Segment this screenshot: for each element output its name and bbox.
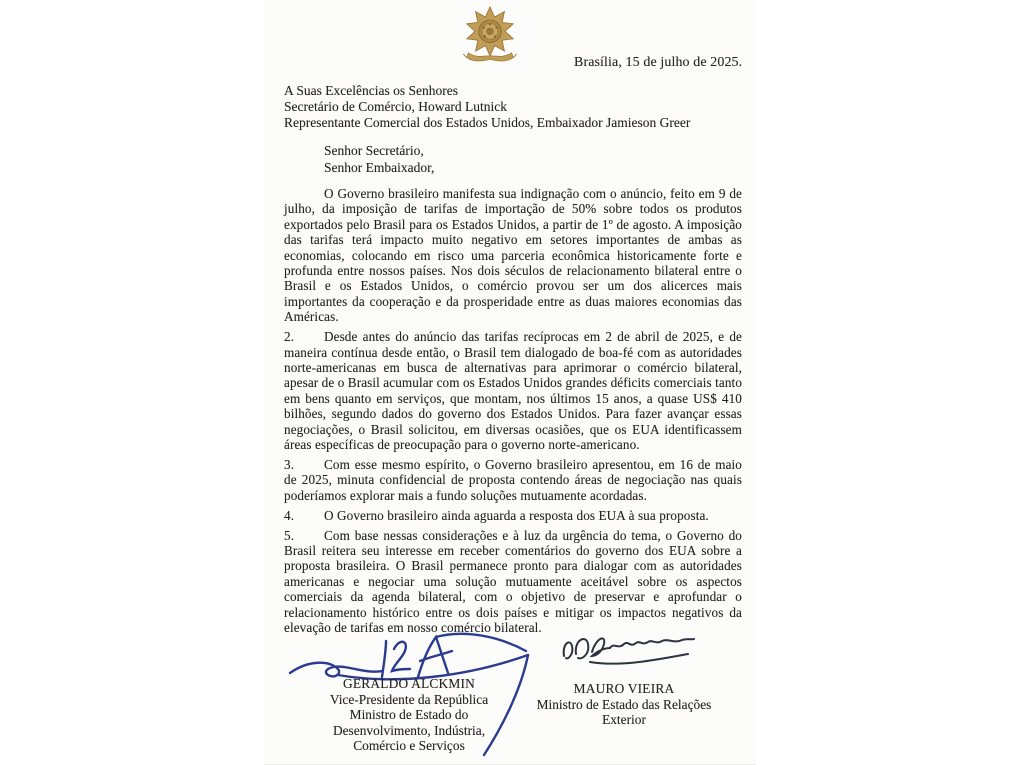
letter-paragraph: 2. Desde antes do anúncio das tarifas recíprocas em 2 de abril de 2025, e de maneira contínua desde então, o Brasil tem dialogado de boa-fé com as autoridades norte-americanas em busca de alternativas para aprimorar o comércio bilateral, apesar de o Brasil acumular com os Estados Unidos grandes déficits comerciais tanto em bens quanto em serviços, que montam, nos últimos 15 anos, a quase US$ 410 bilhões, segundo dados do governo dos Estados Unidos. Para fazer avançar essas negociações, o Brasil solicitou, em diversas ocasiões, que os EUA identificassem áreas específicas de preocupação para o governo norte-americano. [284,329,743,452]
letter-sheet [264,0,756,765]
brazil-coat-of-arms-icon [460,3,520,69]
paragraph-number: 4. [284,507,295,523]
signatory-titles [304,692,514,754]
salutation-line: Senhor Secretário, [324,143,424,158]
signature-block-alckmin [304,676,514,754]
paragraph-number: 3. [284,456,295,472]
signatory-name: MAURO VIEIRA [573,681,675,696]
signatory-titles [519,697,729,728]
letter-body [284,186,742,640]
recipient-line: Secretário de Comércio, Howard Lutnick [284,99,508,114]
salutation-block [324,143,434,176]
signatory-title-line: Vice-Presidente da República [329,691,489,707]
signatory-title-line: Comércio e Serviços [353,738,465,754]
recipient-block [284,83,690,131]
letter-paragraph: 4. O Governo brasileiro ainda aguarda a resposta dos EUA à sua proposta. [284,507,709,523]
signatory-title-line: Exterior [602,712,646,728]
signatory-title-line: Ministro de Estado do [349,707,469,723]
paragraph-number: 2. [284,329,295,345]
letter-paragraph: 5. Com base nessas considerações e à luz da urgência do tema, o Governo do Brasil reitera seu interesse em receber comentários do governo dos EUA sobre a proposta brasileira. O Brasil permanece pronto para dialogar com as autoridades americanas e negociar uma solução mutuamente aceitável sobre os aspectos comerciais da agenda bilateral, com o objetivo de preservar e aprofundar o relacionamento histórico entre os dois países e mitigar os impactos negativos da elevação de tarifas em nosso comércio bilateral. [284,527,742,635]
paragraph-number: 5. [284,527,295,543]
signatory-title-line: Desenvolvimento, Indústria, [332,722,486,738]
date-line: Brasília, 15 de julho de 2025. [574,55,743,70]
emblem-center [486,28,494,36]
signatory-title-line: Ministro de Estado das Relações [536,696,712,712]
signatory-name: GERALDO ALCKMIN [342,676,476,691]
letter-paragraph: 3. Com esse mesmo espírito, o Governo brasileiro apresentou, em 16 de maio de 2025, minuta confidencial de proposta contendo áreas de negociação nas quais poderíamos explorar mais a fundo soluções mutuamente acordadas. [284,456,742,503]
letter-paragraph: O Governo brasileiro manifesta sua indignação com o anúncio, feito em 9 de julho, da imposição de tarifas de importação de 50% sobre todos os produtos exportados pelo Brasil para os Estados Unidos, a partir de 1º de agosto. A imposição das tarifas terá impacto muito negativo em setores importantes de ambas as economias, colocando em risco uma parceria econômica historicamente forte e profunda entre nossos países. Nos dois séculos de relacionamento bilateral entre o Brasil e os Estados Unidos, o comércio provou ser um dos alicerces mais importantes da cooperação e da prosperidade entre as duas maiores economias das Américas. [284,186,742,325]
salutation-line: Senhor Embaixador, [324,159,435,175]
recipient-line: A Suas Excelências os Senhores [284,83,458,98]
recipient-line: Representante Comercial dos Estados Unidos, Embaixador Jamieson Greer [284,115,691,130]
signature-block-vieira [519,681,729,728]
